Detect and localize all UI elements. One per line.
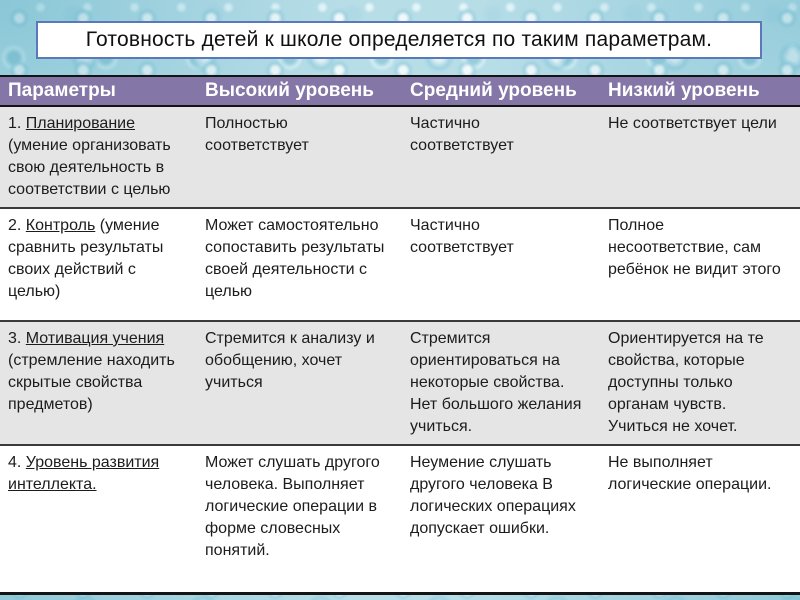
cell-low: Не выполняет логические операции. xyxy=(600,445,800,593)
cell-parameter: 4. Уровень развития интеллекта. xyxy=(0,445,197,593)
cell-parameter: 3. Мотивация учения (стремление находить скрытые свойства предметов) xyxy=(0,321,197,445)
parameter-term: Планирование xyxy=(25,115,135,132)
cell-low: Ориентируется на те свойства, которые доступны только органам чувств. Учиться не хочет. xyxy=(600,321,800,445)
table-row-planning xyxy=(0,106,800,208)
header-low-level: Низкий уровень xyxy=(600,76,800,106)
slide-title: Готовность детей к школе определяется по таким параметрам. xyxy=(85,28,713,51)
slide-title-box xyxy=(36,21,762,59)
header-medium-level: Средний уровень xyxy=(402,76,600,106)
table-header-row xyxy=(0,76,800,106)
cell-medium: Частично соответствует xyxy=(402,208,600,321)
cell-parameter: 1. Планирование (умение организовать свою деятельность в соответствии с целью xyxy=(0,106,197,208)
table-row-motivation xyxy=(0,321,800,445)
cell-low: Полное несоответствие, сам ребёнок не видит этого xyxy=(600,208,800,321)
table-row-intellect xyxy=(0,445,800,593)
cell-medium: Неумение слушать другого человека В логических операциях допускает ошибки. xyxy=(402,445,600,593)
cell-low: Не соответствует цели xyxy=(600,106,800,208)
cell-parameter: 2. Контроль (умение сравнить результаты своих действий с целью) xyxy=(0,208,197,321)
cell-medium: Стремится ориентироваться на некоторые свойства. Нет большого желания учиться. xyxy=(402,321,600,445)
parameter-term: Мотивация учения xyxy=(25,330,165,347)
cell-high: Может слушать другого человека. Выполняет логические операции в форме словесных понятий. xyxy=(197,445,402,593)
cell-high: Стремится к анализу и обобщению, хочет учиться xyxy=(197,321,402,445)
cell-medium: Частично соответствует xyxy=(402,106,600,208)
header-parameters: Параметры xyxy=(0,76,197,106)
cell-high: Может самостоятельно сопоставить результаты своей деятельности с целью xyxy=(197,208,402,321)
readiness-table xyxy=(0,75,800,595)
header-high-level: Высокий уровень xyxy=(197,76,402,106)
table-row-control xyxy=(0,208,800,321)
cell-high: Полностью соответствует xyxy=(197,106,402,208)
parameter-term: Уровень развития интеллекта. xyxy=(8,454,160,493)
parameter-term: Контроль xyxy=(25,217,96,234)
